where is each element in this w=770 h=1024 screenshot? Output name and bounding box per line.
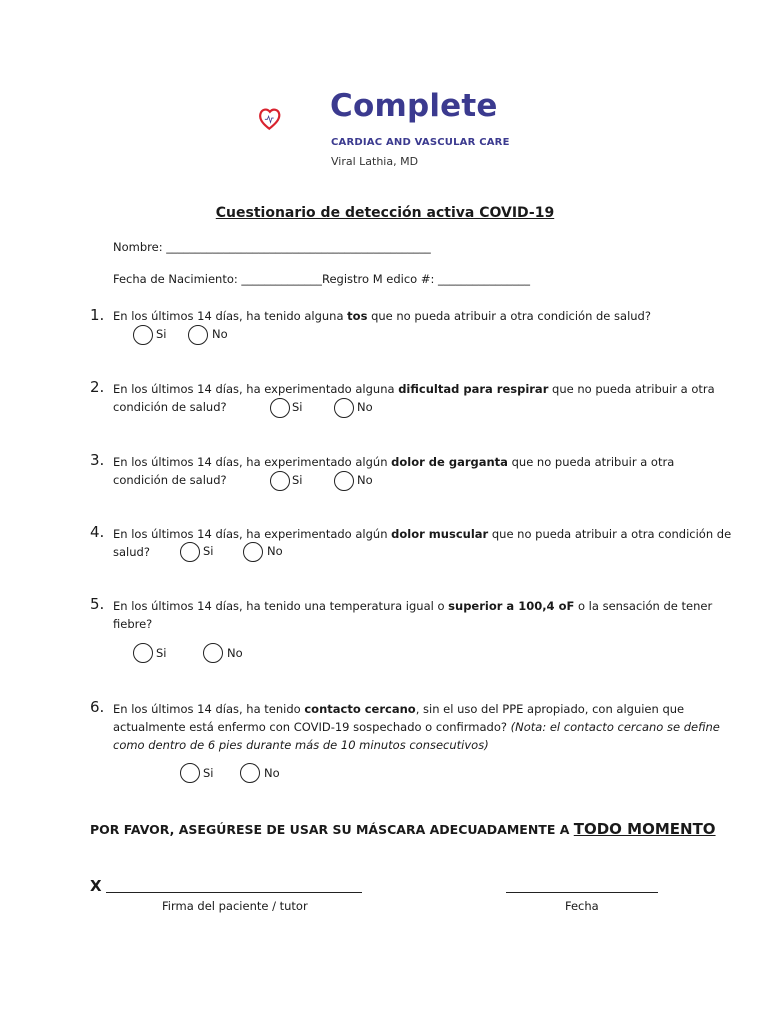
option-label: Si [292,473,303,487]
question-text-cont: condición de salud? [113,473,227,487]
mask-notice: POR FAVOR, ASEGÚRESE DE USAR SU MÁSCARA ADECUADAMENTE A TODO MOMENTO [90,820,716,838]
question-text-cont: salud? [113,545,150,559]
question-number: 4. [90,523,105,541]
question-text-cont: actualmente está enfermo con COVID-19 sospechado o confirmado? (Nota: el contacto cercano se define [113,720,720,734]
question-number: 3. [90,451,105,469]
option-label: Si [203,544,214,558]
radio-si[interactable] [133,643,153,663]
option-label: No [264,766,280,780]
option-label: Si [156,646,167,660]
date-line[interactable] [506,892,658,893]
radio-no[interactable] [334,471,354,491]
option-label: No [212,327,228,341]
option-label: Si [292,400,303,414]
heart-logo-icon [258,84,333,159]
radio-no[interactable] [334,398,354,418]
option-label: Si [203,766,214,780]
record-number-field[interactable]: Registro M edico #: ________________ [322,272,531,286]
signature-line[interactable] [106,892,362,893]
radio-si[interactable] [270,398,290,418]
radio-si[interactable] [180,763,200,783]
question-text-cont: condición de salud? [113,400,227,414]
brand-subtitle: CARDIAC AND VASCULAR CARE [331,137,510,148]
dob-field[interactable]: Fecha de Nacimiento: ______________ [113,272,322,286]
radio-no[interactable] [203,643,223,663]
radio-no[interactable] [240,763,260,783]
question-text: En los últimos 14 días, ha experimentado algún dolor de garganta que no pueda atribuir a otra [113,455,675,469]
option-label: No [357,400,373,414]
question-text: En los últimos 14 días, ha tenido una temperatura igual o superior a 100,4 oF o la sensación de tener [113,599,713,613]
question-text: En los últimos 14 días, ha experimentado algún dolor muscular que no pueda atribuir a otra condición de [113,527,732,541]
name-field[interactable]: Nombre: ______________________________________________ [113,240,431,254]
option-label: No [227,646,243,660]
question-text: En los últimos 14 días, ha tenido contacto cercano, sin el uso del PPE apropiado, con alguien que [113,702,685,716]
signature-x-mark: X [90,877,102,895]
radio-no[interactable] [243,542,263,562]
signature-caption: Firma del paciente / tutor [162,899,308,913]
doctor-name: Viral Lathia, MD [331,155,419,168]
form-title: Cuestionario de detección activa COVID-19 [215,205,555,221]
question-text: En los últimos 14 días, ha experimentado alguna dificultad para respirar que no pueda atribuir a otra [113,382,715,396]
question-number: 2. [90,378,105,396]
radio-si[interactable] [133,325,153,345]
question-number: 6. [90,698,105,716]
radio-si[interactable] [270,471,290,491]
radio-no[interactable] [188,325,208,345]
date-caption: Fecha [565,899,599,913]
question-number: 5. [90,595,105,613]
question-number: 1. [90,306,105,324]
question-text-cont: fiebre? [113,617,153,631]
brand-name: Complete [330,88,498,124]
option-label: Si [156,327,167,341]
question-note: como dentro de 6 pies durante más de 10 minutos consecutivos) [113,738,489,752]
question-text: En los últimos 14 días, ha tenido alguna tos que no pueda atribuir a otra condición de salud? [113,309,651,323]
option-label: No [267,544,283,558]
option-label: No [357,473,373,487]
radio-si[interactable] [180,542,200,562]
